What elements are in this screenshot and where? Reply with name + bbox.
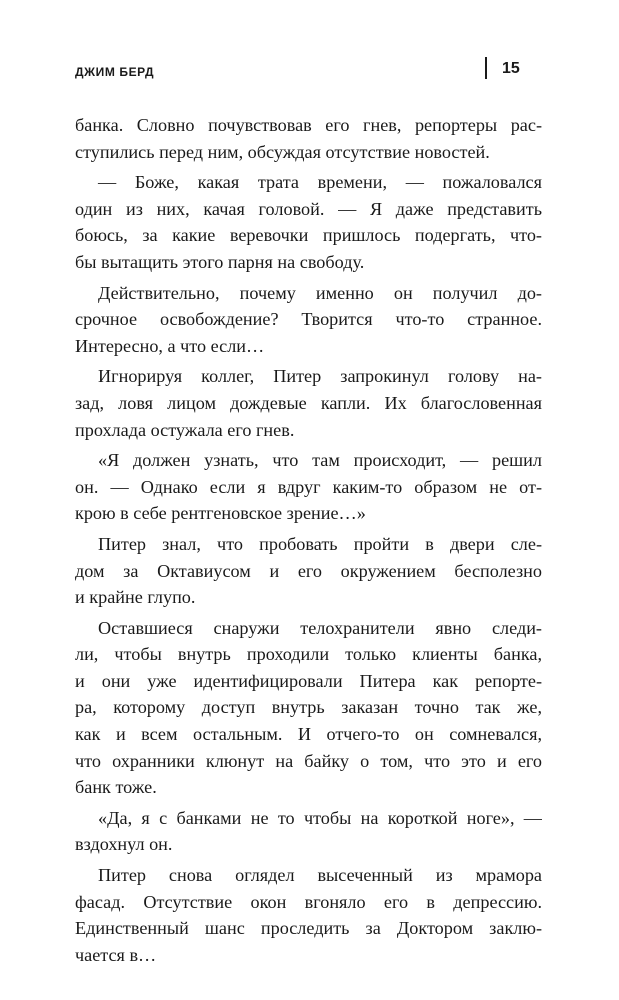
text-line: прохлада остужала его гнев. — [75, 419, 295, 440]
paragraph — [75, 112, 542, 165]
text-line: — Боже, какая трата времени, — пожаловался — [98, 172, 542, 193]
running-header-author: ДЖИМ БЕРД — [75, 65, 155, 79]
paragraph — [75, 169, 542, 275]
text-line: Питер снова оглядел высеченный из мрамора — [98, 865, 542, 886]
text-line: «Да, я с банками не то чтобы на короткой ноге», — — [98, 807, 542, 828]
text-line: ли, чтобы внутрь проходили только клиенты банка, — [75, 644, 542, 665]
text-line: вздохнул он. — [75, 834, 173, 855]
text-line: ра, которому доступ внутрь заказан точно так же, — [75, 697, 542, 718]
text-line: Питер знал, что пробовать пройти в двери сле- — [98, 533, 542, 554]
text-line: ступились перед ним, обсуждая отсутствие новостей. — [75, 141, 490, 162]
body-text — [75, 112, 542, 972]
text-line: как и всем остальным. И отчего-то он сомневался, — [75, 724, 542, 745]
paragraph — [75, 363, 542, 443]
text-line: фасад. Отсутствие окон вгоняло его в депрессию. — [75, 891, 542, 912]
text-line: дом за Октавиусом и его окружением бесполезно — [75, 560, 542, 581]
text-line: крою в себе рентгеновское зрение…» — [75, 503, 366, 524]
text-line: банка. Словно почувствовав его гнев, репортеры рас- — [75, 115, 542, 135]
text-line: и они уже идентифицировали Питера как репорте- — [75, 670, 542, 691]
text-line: «Я должен узнать, что там происходит, — решил — [98, 450, 542, 471]
text-line: один из них, качая головой. — Я даже представить — [75, 198, 542, 219]
text-line: банк тоже. — [75, 777, 157, 798]
text-line: бы вытащить этого парня на свободу. — [75, 251, 365, 272]
paragraph — [75, 862, 542, 968]
header-divider — [485, 57, 487, 79]
text-line: он. — Однако если я вдруг каким-то образом не от- — [75, 476, 542, 497]
text-line: Действительно, почему именно он получил до- — [98, 282, 542, 303]
text-line: срочное освобождение? Творится что-то странное. — [75, 309, 542, 330]
text-line: чается в… — [75, 944, 157, 965]
paragraph — [75, 615, 542, 801]
text-line: и крайне глупо. — [75, 587, 196, 608]
text-line: Оставшиеся снаружи телохранители явно следи- — [98, 617, 542, 638]
paragraph — [75, 531, 542, 611]
paragraph — [75, 447, 542, 527]
paragraph — [75, 805, 542, 858]
text-line: Игнорируя коллег, Питер запрокинул голову на- — [98, 366, 542, 387]
page-number: 15 — [502, 60, 520, 77]
text-line: боюсь, за какие веревочки пришлось подергать, что- — [75, 225, 542, 246]
text-line: Интересно, а что если… — [75, 335, 265, 356]
paragraph — [75, 280, 542, 360]
text-line: Единственный шанс проследить за Доктором заклю- — [75, 918, 542, 939]
text-line: что охранники клюнут на байку о том, что это и его — [75, 750, 542, 771]
text-line: зад, ловя лицом дождевые капли. Их благословенная — [75, 392, 542, 413]
